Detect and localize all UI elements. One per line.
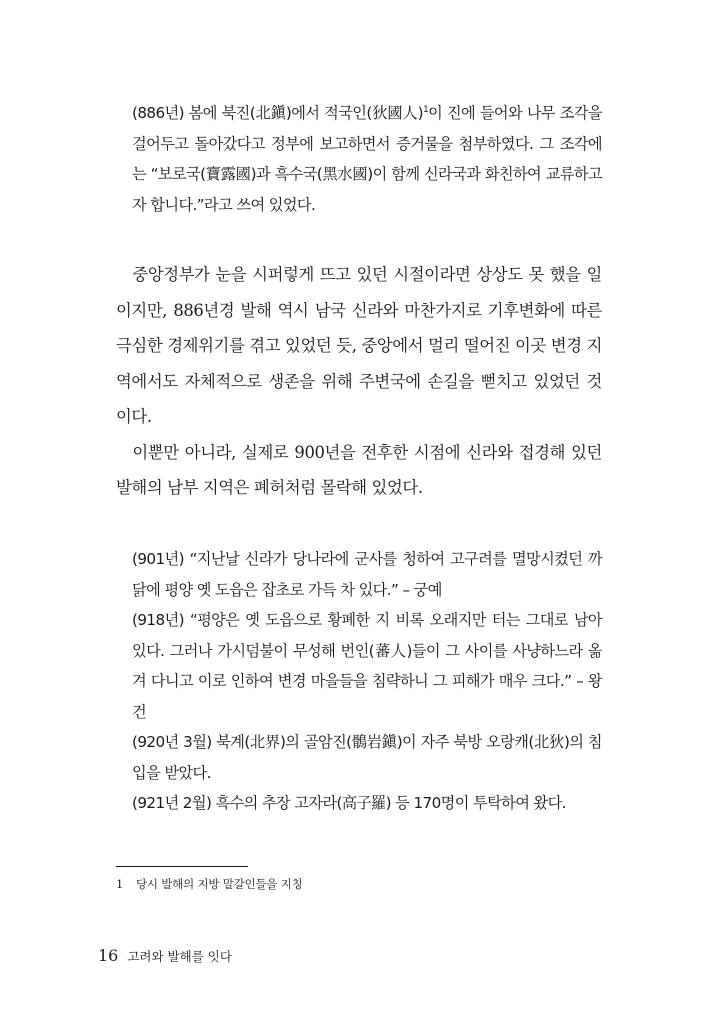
footnote-divider (116, 866, 248, 867)
body-paragraph: 중앙정부가 눈을 시퍼렇게 뜨고 있던 시절이라면 상상도 못 했을 일이지만, 886년경 발해 역시 남국 신라와 마찬가지로 기후변화에 따른 극심한 경제위기를 겪고 있었던 듯, 중앙에서 멀리 떨어진 이곳 변경 지역에서도 자체적으로 생존을 위해 주변국에 손길을 뻗치고 있었던 것이다. (116, 265, 602, 426)
quote-entry: (901년) “지난날 신라가 당나라에 군사를 청하여 고구려를 멸망시켰던 까닭에 평양 옛 도읍은 잡초로 가득 차 있다.” – 궁예 (132, 550, 602, 599)
footnote-number: 1 (116, 877, 124, 891)
quote-text-start: (886년) 봄에 북진(北鎭)에서 적국인(狄國人) (132, 104, 423, 122)
body-paragraph: 이뿐만 아니라, 실제로 900년을 전후한 시점에 신라와 접경해 있던 발해의 남부 지역은 폐허처럼 몰락해 있었다. (116, 442, 602, 497)
block-quote-886 (132, 98, 602, 220)
footnote (116, 876, 303, 892)
footnote-marker[interactable]: 1 (422, 105, 429, 115)
body-text (116, 257, 602, 506)
block-quote-chronicle (132, 544, 602, 819)
running-footer (98, 946, 232, 965)
book-title: 고려와 발해를 잇다 (127, 949, 232, 964)
quote-entry: (921년 2월) 흑수의 추장 고자라(高子羅) 등 170명이 투탁하여 왔다. (132, 794, 566, 812)
quote-paragraph (132, 98, 602, 220)
page-number: 16 (98, 946, 119, 965)
quote-text-end: 이 진에 들어와 나무 조각을 걸어두고 돌아갔다고 정부에 보고하면서 증거물을 첨부하였다. 그 조각에는 “보로국(寶露國)과 흑수국(黑水國)이 함께 신라국과 화친하여 교류하고자 합니다.”라고 쓰여 있었다. (132, 104, 602, 214)
footnote-text: 당시 발해의 지방 말갈인들을 지칭 (136, 877, 303, 891)
quote-entry: (918년) “평양은 옛 도읍으로 황폐한 지 비록 오래지만 터는 그대로 남아 있다. 그러나 가시덤불이 무성해 번인(蕃人)들이 그 사이를 사냥하느라 옮겨 다니고 이로 인하여 변경 마을들을 침략하니 그 피해가 매우 크다.” – 왕건 (132, 611, 602, 721)
quote-entry: (920년 3월) 북계(北界)의 골암진(鶻岩鎭)이 자주 북방 오랑캐(北狄)의 침입을 받았다. (132, 733, 602, 782)
